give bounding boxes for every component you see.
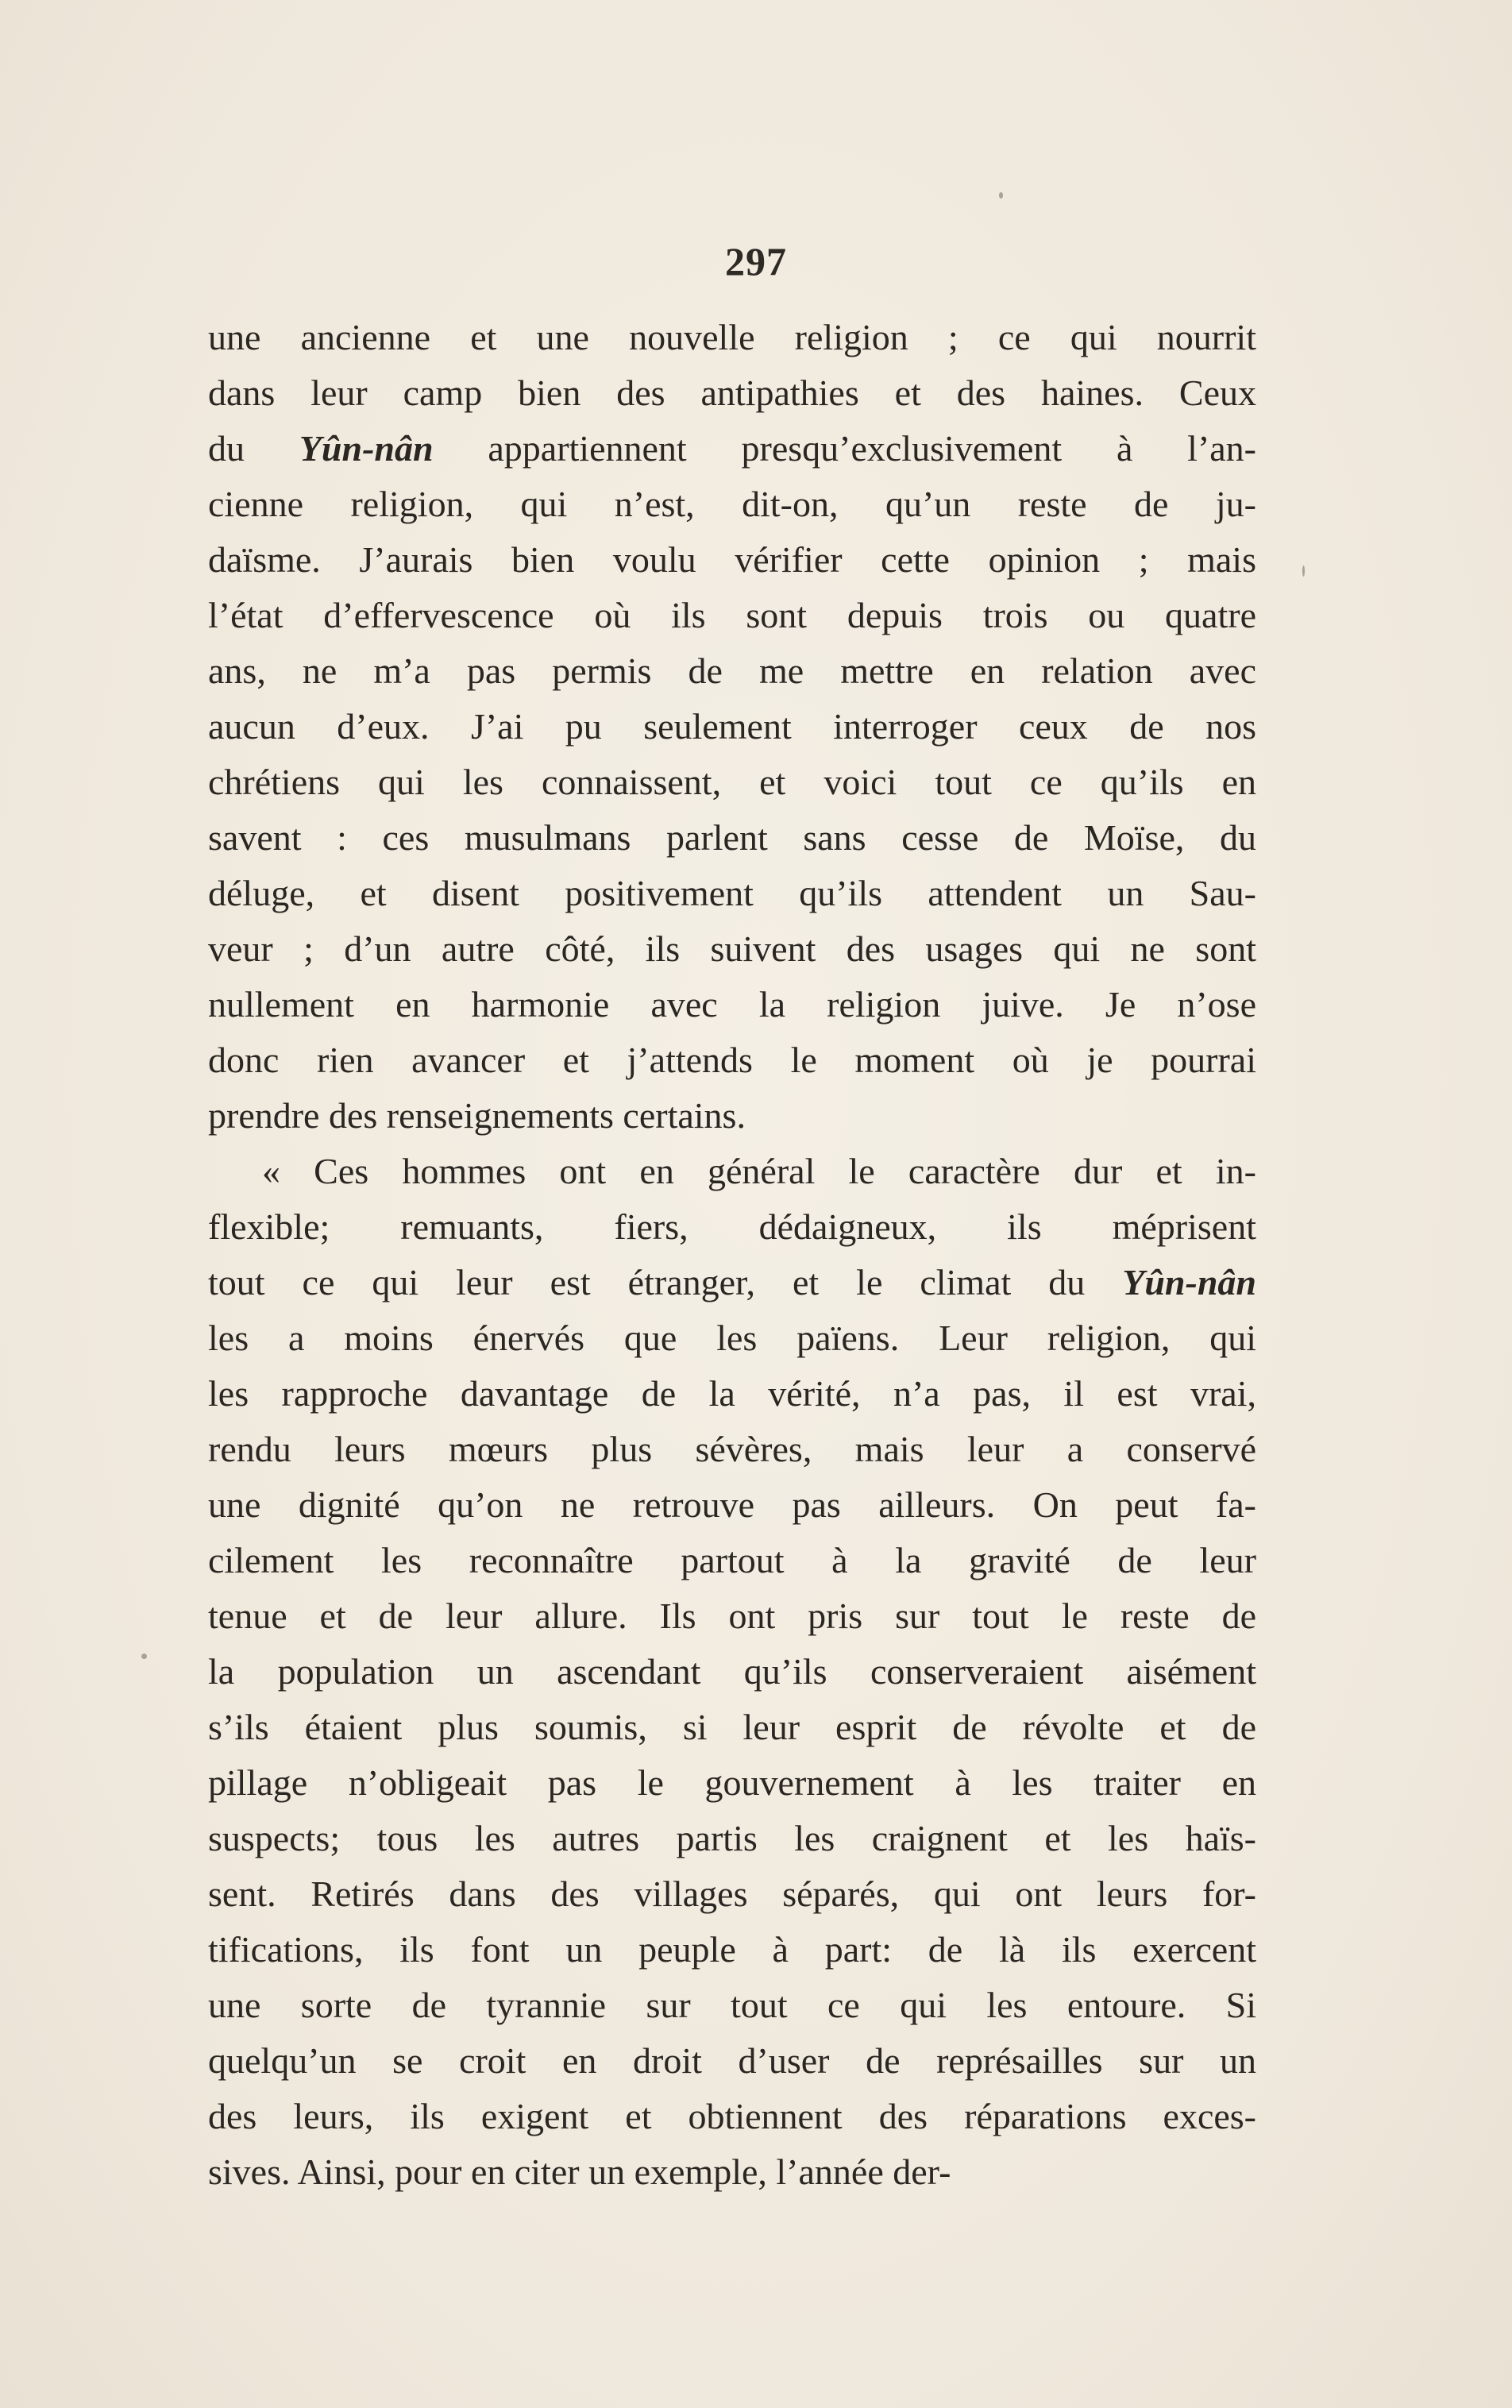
text-line: la population un ascendant qu’ils conserveraient aisément — [208, 1651, 1256, 1692]
text-line: les a moins énervés que les païens. Leur religion, qui — [208, 1318, 1256, 1358]
text-line: quelqu’un se croit en droit d’user de représailles sur un — [208, 2040, 1256, 2081]
text-line: ans, ne m’a pas permis de me mettre en relation avec — [208, 650, 1256, 691]
print-speck — [1302, 565, 1305, 577]
body-text — [208, 310, 1256, 2200]
text-line: pillage n’obligeait pas le gouvernement à les traiter en — [208, 1762, 1256, 1803]
text-line: cienne religion, qui n’est, dit-on, qu’un reste de ju- — [208, 484, 1256, 524]
text-line: une sorte de tyrannie sur tout ce qui les entoure. Si — [208, 1985, 1256, 2025]
text-line: sives. Ainsi, pour en citer un exemple, l’année der- — [208, 2151, 951, 2192]
text-line: tout ce qui leur est étranger, et le climat du Yûn-nân — [208, 1262, 1256, 1302]
text-line: chrétiens qui les connaissent, et voici tout ce qu’ils en — [208, 762, 1256, 802]
text-line: nullement en harmonie avec la religion juive. Je n’ose — [208, 984, 1256, 1025]
text-line: les rapproche davantage de la vérité, n’a pas, il est vrai, — [208, 1373, 1256, 1414]
print-speck — [141, 1654, 147, 1659]
text-line: aucun d’eux. J’ai pu seulement interroger ceux de nos — [208, 706, 1256, 747]
text-line: dans leur camp bien des antipathies et des haines. Ceux — [208, 372, 1256, 413]
text-line: une ancienne et une nouvelle religion ; ce qui nourrit — [208, 317, 1256, 357]
text-line: s’ils étaient plus soumis, si leur esprit de révolte et de — [208, 1707, 1256, 1747]
text-line: tenue et de leur allure. Ils ont pris sur tout le reste de — [208, 1596, 1256, 1636]
page-number: 297 — [725, 239, 787, 284]
text-line: une dignité qu’on ne retrouve pas ailleurs. On peut fa- — [208, 1484, 1256, 1525]
text-line: l’état d’effervescence où ils sont depuis trois ou quatre — [208, 595, 1256, 635]
text-line: déluge, et disent positivement qu’ils attendent un Sau- — [208, 873, 1256, 913]
text-line: savent : ces musulmans parlent sans cesse de Moïse, du — [208, 817, 1256, 858]
text-line: rendu leurs mœurs plus sévères, mais leur a conservé — [208, 1429, 1256, 1469]
print-speck — [999, 192, 1003, 199]
text-line: tifications, ils font un peuple à part: de là ils exercent — [208, 1929, 1256, 1970]
text-line: suspects; tous les autres partis les craignent et les haïs- — [208, 1818, 1256, 1858]
text-line: sent. Retirés dans des villages séparés, qui ont leurs for- — [208, 1874, 1256, 1914]
place-name: Yûn-nân — [1122, 1262, 1256, 1302]
place-name: Yûn-nân — [299, 428, 434, 469]
text-line: flexible; remuants, fiers, dédaigneux, ils méprisent — [208, 1206, 1256, 1247]
text-line: veur ; d’un autre côté, ils suivent des usages qui ne sont — [208, 928, 1256, 969]
text-line: du Yûn-nân appartiennent presqu’exclusivement à l’an- — [208, 428, 1256, 469]
text-line: des leurs, ils exigent et obtiennent des réparations exces- — [208, 2096, 1256, 2136]
text-line: daïsme. J’aurais bien voulu vérifier cette opinion ; mais — [208, 539, 1256, 580]
text-line: « Ces hommes ont en général le caractère dur et in- — [262, 1151, 1256, 1191]
text-line: donc rien avancer et j’attends le moment où je pourrai — [208, 1040, 1256, 1080]
text-line: cilement les reconnaître partout à la gravité de leur — [208, 1540, 1256, 1580]
text-line: prendre des renseignements certains. — [208, 1095, 746, 1136]
